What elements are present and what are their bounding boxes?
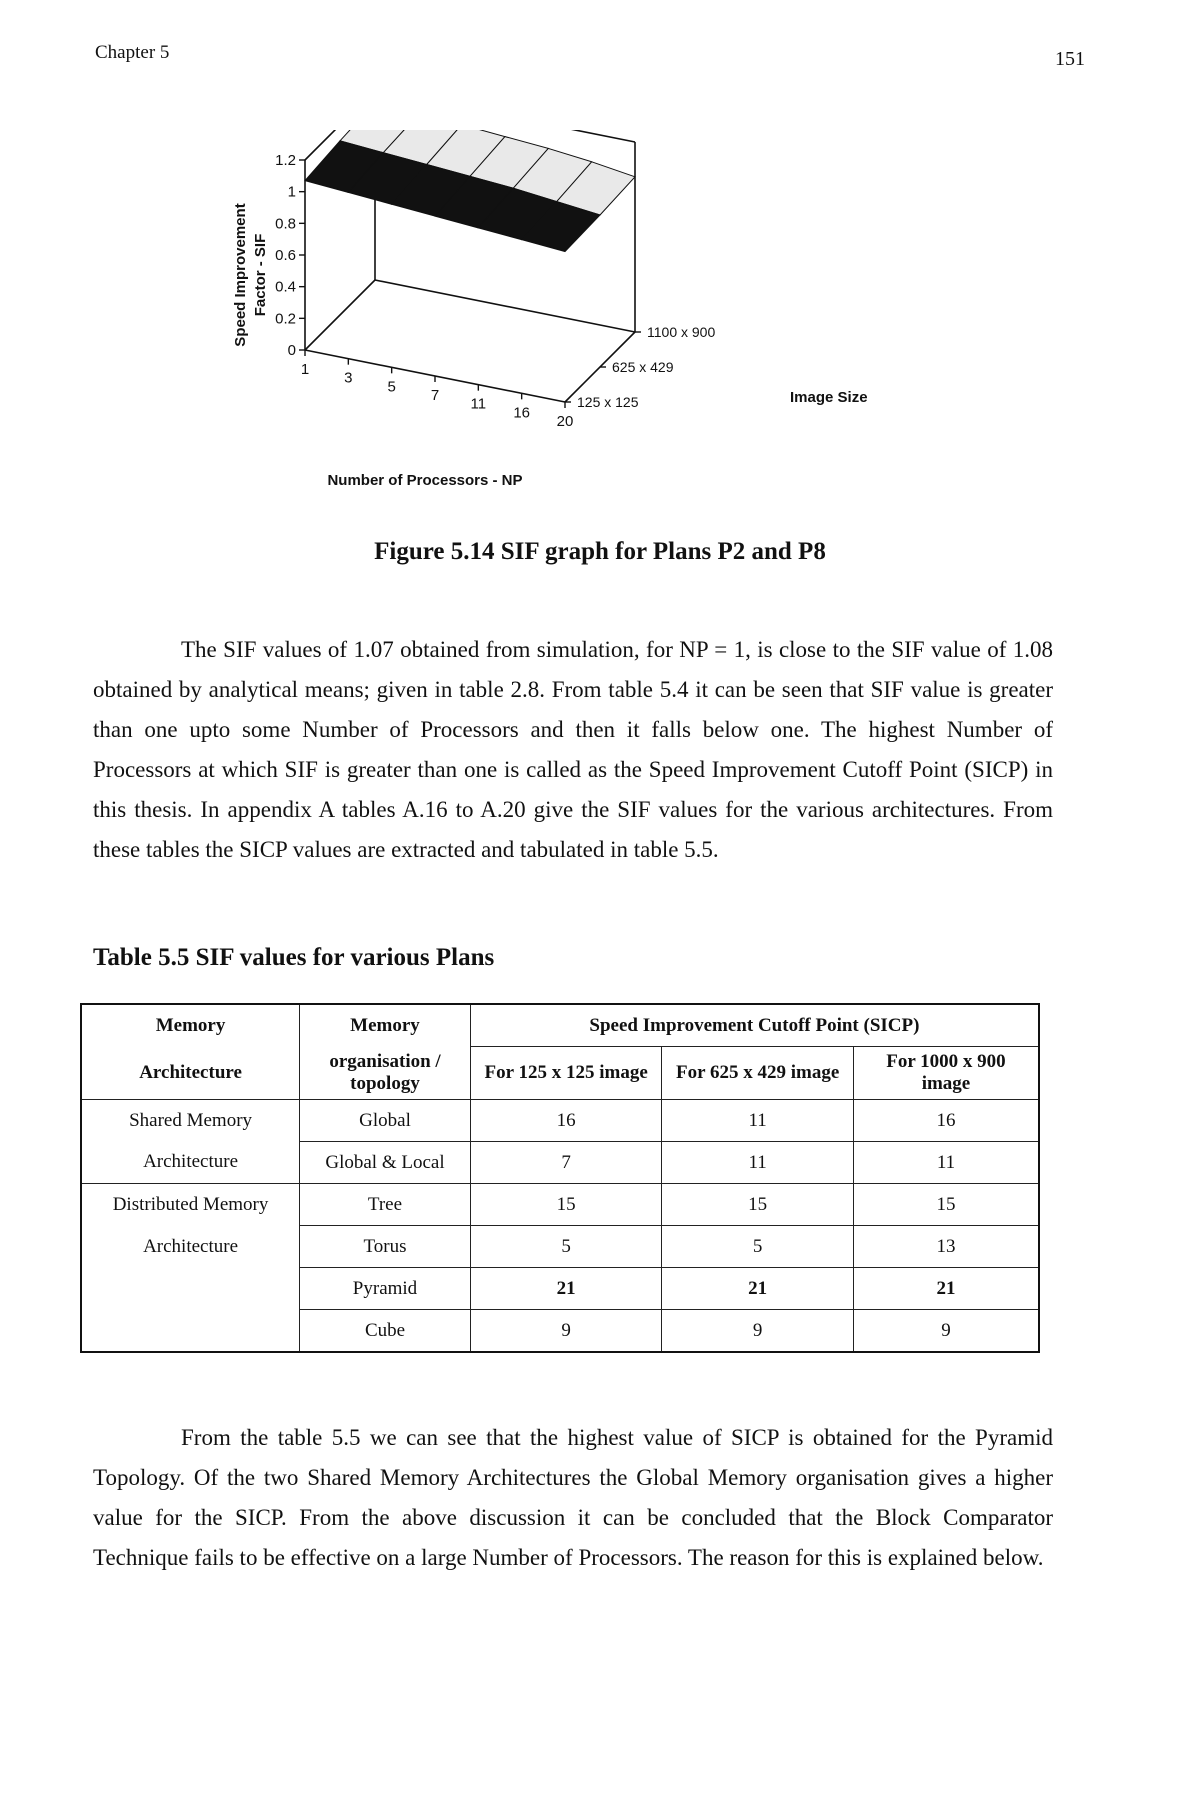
- chapter-header: Chapter 5: [95, 42, 170, 63]
- x-tick-label: 1: [300, 361, 310, 378]
- cell-value: 21: [853, 1268, 1039, 1310]
- cell-value: 21: [662, 1268, 854, 1310]
- header-memory-architecture-1: Memory: [81, 1004, 300, 1047]
- table-row: [81, 1142, 1039, 1184]
- y-tick-label: 1: [287, 183, 296, 201]
- cell-value: 5: [470, 1226, 662, 1268]
- z-axis-ticks: [565, 324, 715, 410]
- arch-distributed-label-1: Distributed Memory: [81, 1184, 300, 1226]
- table-title: Table 5.5 SIF values for various Plans: [93, 944, 495, 971]
- arch-distributed-label-2: Architecture: [81, 1226, 300, 1268]
- cell-value: 21: [470, 1268, 662, 1310]
- y-axis-ticks: [275, 152, 305, 359]
- cell-org: Pyramid: [300, 1268, 471, 1310]
- table-row: [81, 1226, 1039, 1268]
- cell-value: 5: [662, 1226, 854, 1268]
- cell-org: Tree: [300, 1184, 471, 1226]
- x-axis-label: Number of Processors - NP: [327, 472, 523, 489]
- y-tick-label: 0: [287, 342, 296, 359]
- y-tick-label: 0.4: [275, 278, 296, 296]
- x-tick-label: 5: [387, 378, 396, 396]
- body-paragraph-1: The SIF values of 1.07 obtained from simulation, for NP = 1, is close to the SIF value of 1.08 obtained by analytical means; given in table 2.8. From table 5.4 it can be seen that SIF value is greater than one upto some Number of Processors and then it falls below one. The highest Number of Processors at which SIF is greater than one is called as the Speed Improvement Cutoff Point (SICP) in this thesis. In appendix A tables A.16 to A.20 give the SIF values for the various architectures. From these tables the SICP values are extracted and tabulated in table 5.5.: [93, 637, 1053, 862]
- arch-empty-cell: [81, 1310, 300, 1353]
- cell-org: Global: [300, 1100, 471, 1142]
- sif-surface-chart: [225, 130, 925, 500]
- x-tick-label: 16: [513, 404, 531, 422]
- y-axis-label-line2: Factor - SIF: [252, 233, 269, 317]
- chart-floor-edge: [305, 280, 375, 350]
- cell-org: Global & Local: [300, 1142, 471, 1184]
- cell-value: 16: [853, 1100, 1039, 1142]
- y-tick-label: 0.2: [275, 310, 296, 328]
- table-row: [81, 1184, 1039, 1226]
- cell-value: 9: [853, 1310, 1039, 1353]
- arch-shared-label-2: Architecture: [81, 1142, 300, 1184]
- x-tick-label: 7: [430, 387, 440, 404]
- table-row: [81, 1310, 1039, 1353]
- x-tick-label: 11: [470, 395, 487, 413]
- y-tick-label: 1.2: [275, 152, 296, 169]
- y-tick-label: 0.6: [275, 247, 296, 264]
- y-axis-label-line1: Speed Improvement: [232, 203, 249, 347]
- cell-value: 7: [470, 1142, 662, 1184]
- table-row: [81, 1268, 1039, 1310]
- cell-org: Torus: [300, 1226, 471, 1268]
- header-col-1000: For 1000 x 900 image: [853, 1047, 1039, 1100]
- x-tick-label: 3: [344, 369, 353, 387]
- y-tick-label: 0.8: [275, 215, 296, 233]
- x-tick-label: 20: [556, 413, 574, 430]
- header-memory-architecture-2: Architecture: [81, 1047, 300, 1100]
- cell-value: 11: [662, 1142, 854, 1184]
- header-sicp: Speed Improvement Cutoff Point (SICP): [470, 1004, 1039, 1047]
- chart-surface: [305, 130, 635, 252]
- table-header-row: [81, 1004, 1039, 1047]
- cell-org: Cube: [300, 1310, 471, 1353]
- page-number: 151: [1055, 48, 1085, 70]
- body-paragraph-2: From the table 5.5 we can see that the highest value of SICP is obtained for the Pyramid Topology. Of the two Shared Memory Architectures the Global Memory organisation gives a higher value for the SICP. From the above discussion it can be concluded that the Block Comparator Technique fails to be effective on a large Number of Processors. The reason for this is explained below.: [93, 1425, 1053, 1570]
- header-memory-organisation-2: organisation / topology: [300, 1047, 471, 1100]
- z-axis-label: Image Size: [790, 389, 868, 406]
- sicp-table: [80, 1003, 1040, 1353]
- cell-value: 9: [470, 1310, 662, 1353]
- arch-shared-label-1: Shared Memory: [81, 1100, 300, 1142]
- z-tick-label: 625 x 429: [612, 359, 674, 375]
- chart-floor-back-edge: [375, 280, 635, 332]
- x-axis-ticks: [301, 350, 574, 430]
- cell-value: 15: [470, 1184, 662, 1226]
- cell-value: 11: [853, 1142, 1039, 1184]
- cell-value: 13: [853, 1226, 1039, 1268]
- z-tick-label: 125 x 125: [577, 394, 639, 410]
- cell-value: 15: [853, 1184, 1039, 1226]
- table-subheader-row: [81, 1047, 1039, 1100]
- header-memory-organisation-1: Memory: [300, 1004, 471, 1047]
- table-row: [81, 1100, 1039, 1142]
- cell-value: 11: [662, 1100, 854, 1142]
- header-col-625: For 625 x 429 image: [662, 1047, 854, 1100]
- cell-value: 15: [662, 1184, 854, 1226]
- header-col-125: For 125 x 125 image: [470, 1047, 662, 1100]
- arch-empty-cell: [81, 1268, 300, 1310]
- cell-value: 16: [470, 1100, 662, 1142]
- cell-value: 9: [662, 1310, 854, 1353]
- figure-caption: Figure 5.14 SIF graph for Plans P2 and P8: [374, 538, 826, 565]
- z-tick-label: 1100 x 900: [647, 324, 716, 340]
